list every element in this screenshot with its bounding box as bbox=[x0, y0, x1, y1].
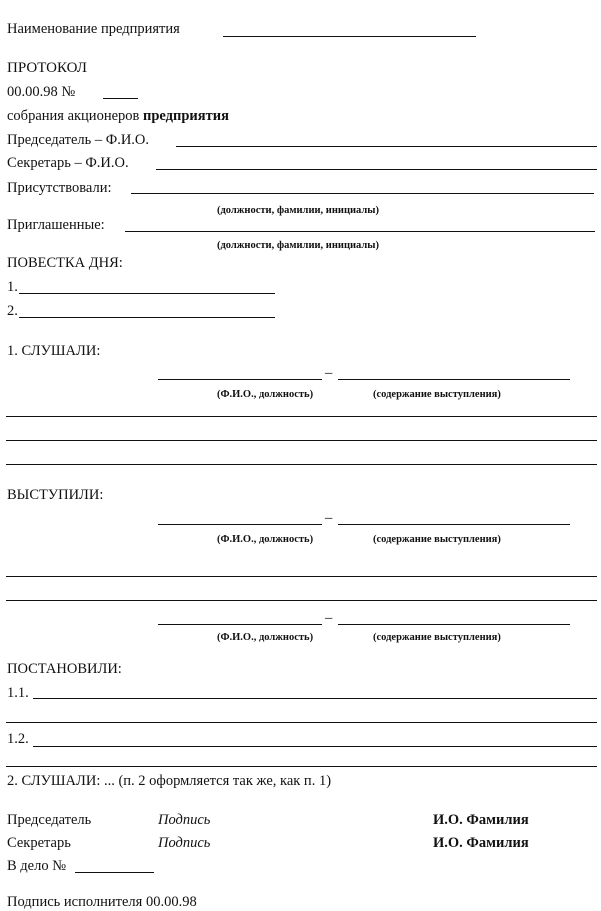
agenda-item-2-field[interactable] bbox=[19, 317, 275, 318]
heard-1-dash: – bbox=[325, 365, 333, 381]
decided-item-1-field[interactable] bbox=[33, 698, 597, 699]
chairman-field[interactable] bbox=[176, 146, 597, 147]
spoke-1-caption-name: (Ф.И.О., должность) bbox=[217, 534, 314, 545]
present-label: Присутствовали: bbox=[7, 180, 112, 196]
heard-1-title: 1. СЛУШАЛИ: bbox=[7, 343, 101, 359]
heard-1-caption-content: (содержание выступления) bbox=[373, 389, 501, 400]
decided-line-extra[interactable] bbox=[6, 722, 597, 723]
protocol-number-field[interactable] bbox=[103, 98, 138, 99]
sign-secretary-signature: Подпись bbox=[158, 835, 211, 851]
spoke-2-caption-name: (Ф.И.О., должность) bbox=[217, 632, 314, 643]
spoke-2-caption-content: (содержание выступления) bbox=[373, 632, 501, 643]
spoke-2-speaker-field[interactable] bbox=[158, 624, 322, 625]
heard-1-line-2[interactable] bbox=[6, 440, 597, 441]
agenda-item-1: 1. bbox=[7, 279, 18, 295]
invited-field[interactable] bbox=[125, 231, 595, 232]
file-label: В дело № bbox=[7, 858, 67, 874]
spoke-line-2[interactable] bbox=[6, 600, 597, 601]
subtitle-bold: предприятия bbox=[142, 108, 229, 124]
sign-chairman-label: Председатель bbox=[7, 812, 92, 828]
decided-item-1: 1.1. bbox=[7, 685, 29, 701]
invited-caption: (должности, фамилии, инициалы) bbox=[217, 240, 379, 251]
file-number-field[interactable] bbox=[75, 872, 154, 873]
heard-1-caption-name: (Ф.И.О., должность) bbox=[217, 389, 314, 400]
decided-item-2: 1.2. bbox=[7, 731, 29, 747]
spoke-1-content-field[interactable] bbox=[338, 524, 570, 525]
secretary-label: Секретарь – Ф.И.О. bbox=[7, 155, 129, 171]
present-field[interactable] bbox=[131, 193, 594, 194]
spoke-1-caption-content: (содержание выступления) bbox=[373, 534, 501, 545]
heard-1-line-1[interactable] bbox=[6, 416, 597, 417]
sign-chairman-signature: Подпись bbox=[158, 812, 211, 828]
spoke-1-speaker-field[interactable] bbox=[158, 524, 322, 525]
heard-1-line-3[interactable] bbox=[6, 464, 597, 465]
chairman-label: Председатель – Ф.И.О. bbox=[7, 132, 150, 148]
sign-secretary-label: Секретарь bbox=[7, 835, 71, 851]
protocol-subtitle bbox=[7, 109, 229, 124]
decided-line-extra-2[interactable] bbox=[6, 766, 597, 767]
subtitle-normal: собрания акционеров bbox=[7, 108, 140, 124]
spoke-1-dash: – bbox=[325, 510, 333, 526]
spoke-line-1[interactable] bbox=[6, 576, 597, 577]
protocol-date-number: 00.00.98 № bbox=[7, 84, 76, 100]
organization-label: Наименование предприятия bbox=[7, 21, 180, 37]
decided-item-2-field[interactable] bbox=[33, 746, 597, 747]
invited-label: Приглашенные: bbox=[7, 217, 105, 233]
decided-title: ПОСТАНОВИЛИ: bbox=[7, 661, 122, 677]
organization-field[interactable] bbox=[223, 36, 476, 37]
heard-2-title: 2. СЛУШАЛИ: ... (п. 2 оформляется так же, как п. 1) bbox=[7, 773, 332, 789]
heard-1-speaker-field[interactable] bbox=[158, 379, 322, 380]
present-caption: (должности, фамилии, инициалы) bbox=[217, 205, 379, 216]
agenda-item-2: 2. bbox=[7, 303, 18, 319]
sign-chairman-name: И.О. Фамилия bbox=[433, 812, 529, 828]
sign-secretary-name: И.О. Фамилия bbox=[433, 835, 529, 851]
protocol-title: ПРОТОКОЛ bbox=[7, 60, 87, 76]
heard-1-content-field[interactable] bbox=[338, 379, 570, 380]
executor-signature: Подпись исполнителя 00.00.98 bbox=[7, 894, 197, 910]
spoke-2-dash: – bbox=[325, 610, 333, 626]
spoke-title: ВЫСТУПИЛИ: bbox=[7, 487, 104, 503]
agenda-title: ПОВЕСТКА ДНЯ: bbox=[7, 255, 123, 271]
spoke-2-content-field[interactable] bbox=[338, 624, 570, 625]
agenda-item-1-field[interactable] bbox=[19, 293, 275, 294]
secretary-field[interactable] bbox=[156, 169, 597, 170]
